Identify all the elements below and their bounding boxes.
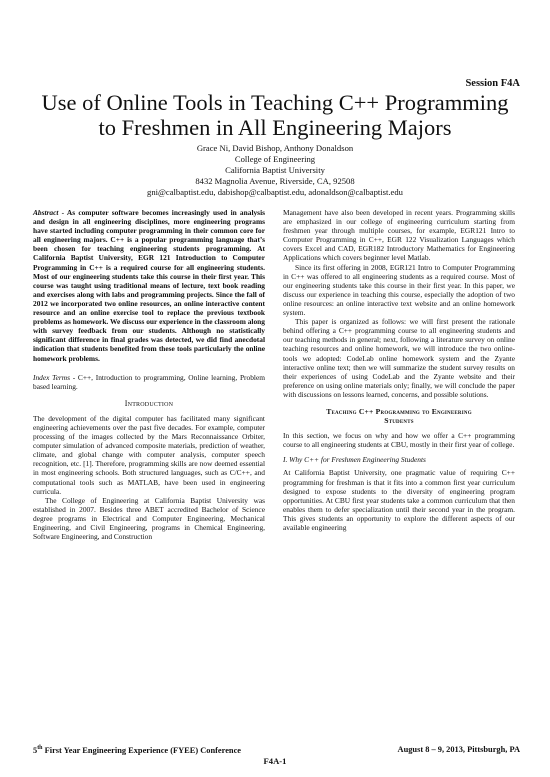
abstract-lead: Abstract [33, 208, 59, 217]
paper-title [20, 90, 530, 140]
introduction-heading: Introduction [124, 398, 174, 408]
page-footer [33, 745, 520, 755]
author-college: College of Engineering [234, 154, 316, 164]
conference-title: First Year Engineering Experience (FYEE) Conference [42, 745, 242, 755]
right-paragraph-4: In this section, we focus on why and how we offer a C++ programming course to all engineering students at CBU, mostly in their first year of college. [283, 431, 515, 450]
author-names: Grace Ni, David Bishop, Anthony Donaldson [196, 143, 354, 153]
right-paragraph-5: At California Baptist University, one pragmatic value of requiring C++ programming for freshman is that it fits into a common first year curriculum designed to expose students to the diversity of engineering program opportunities. At CBU first year students take a common curriculum that then enables them to defer specialization until their second year in the program. This gives students an opportunity to explore the different aspects of our available engineering [283, 468, 515, 532]
index-terms [33, 373, 265, 391]
right-column [283, 208, 515, 532]
abstract-text: - As computer software becomes increasingly used in analysis and design in all engineering disciplines, more engineering programs have started including computer programming in their common core for all engineering majors. C++ is a popular programming language that’s been chosen for teaching engineering students programming. At California Baptist University, EGR 121 Introduction to Computer Programming in C++ is a required course for all engineering students. Most of our engineering students take this course in their first year. This course was taught using traditional means of lecture, text book reading and exercises along with labs and programming projects. Since the fall of 2012 we incorporated two online resources, an online interactive content resource and an online exercise tool to replace the previous textbook problems as homework. We discuss our experience in the classroom along with survey feedback from our students. Although no statistically significant difference in final grades was detected, we did find anecdotal indication that students benefited from these tools particularly the online homework problems. [33, 208, 265, 363]
section-heading [283, 407, 515, 425]
author-block [0, 143, 550, 198]
right-paragraph-3: This paper is organized as follows: we will first present the rationale behind offering a C++ programming course to all engineering students and our teaching methods in general; next, following a literature survey on online teaching resources and online homework, we will introduce the two online-tools we adopted: CodeLab online homework system and the Zyante interactive online text; then we will summarize the student survey results on their experiences of using CodeLab and the Zyante website and their preference on using online materials only; finally, we will conclude the paper with discussions on lessons learned, concerns, and possible solutions. [283, 317, 515, 399]
page-number: F4A-1 [263, 756, 287, 766]
left-column [33, 208, 265, 541]
right-paragraph-1: Management have also been developed in recent years. Programming skills are emphasized in our college of engineering curriculum starting from freshmen year through multiple courses, for example, EGR121 Intro to Computer Programming in C++, EGR 122 Visualization Languages which covers Excel and CAD, EGR182 Introductory Mathematics for Engineering Applications which covers beginner level Matlab. [283, 208, 515, 263]
conference-number: 5 [33, 745, 38, 755]
subsection-heading: I. Why C++ for Freshmen Engineering Students [283, 455, 426, 465]
session-label: Session F4A [465, 78, 520, 89]
index-terms-text: - C++, Introduction to programming, Online learning, Problem based learning. [33, 372, 265, 391]
index-terms-lead: Index Terms [33, 372, 70, 382]
author-emails: gni@calbaptist.edu, dabishop@calbaptist.edu, adonaldson@calbaptist.edu [147, 187, 403, 197]
title-line-1: Use of Online Tools in Teaching C++ Programming [41, 90, 509, 115]
abstract [33, 208, 265, 363]
intro-paragraph-1: The development of the digital computer has facilitated many significant engineering achievements over the past five decades. For example, computer processing of the images collected by the Mars Reconnaissance Orbiter, computer simulation of advanced composite materials, prediction of weather, climate, and global change with computer analysis, computer speech recognition, etc. [1]. Therefore, programming skills are now deemed essential in most engineering schools. Both structured languages, such as C/C++, and computational tools such as MATLAB, have been used in engineering curricula. [33, 413, 265, 496]
section-heading-line-1: Teaching C++ Programming to Engineering [326, 406, 472, 416]
author-address: 8432 Magnolia Avenue, Riverside, CA, 92508 [195, 176, 355, 186]
right-paragraph-2: Since its first offering in 2008, EGR121 Intro to Computer Programming in C++ was offered to all engineering students as a required course. Most of our engineering students take this course in their first year. In this paper, we discuss our experience in teaching this course, especially the adoption of two online resources: an online interactive text website and an online homework system. [283, 262, 515, 318]
intro-paragraph-2: The College of Engineering at California Baptist University was established in 2007. Besides three ABET accredited Bachelor of Science degree programs in Electrical and Computer Engineering, Mechanical Engineering, and Civil Engineering, programs in Chemical Engineering, Software Engineering, and Construction [33, 495, 265, 542]
conference-date: August 8 – 9, 2013, Pittsburgh, PA [397, 745, 520, 754]
title-line-2: to Freshmen in All Engineering Majors [98, 115, 452, 140]
conference-ordinal: th [37, 745, 43, 751]
section-heading-line-2: Students [384, 416, 414, 426]
conference-name [33, 745, 241, 755]
author-university: California Baptist University [225, 165, 325, 175]
